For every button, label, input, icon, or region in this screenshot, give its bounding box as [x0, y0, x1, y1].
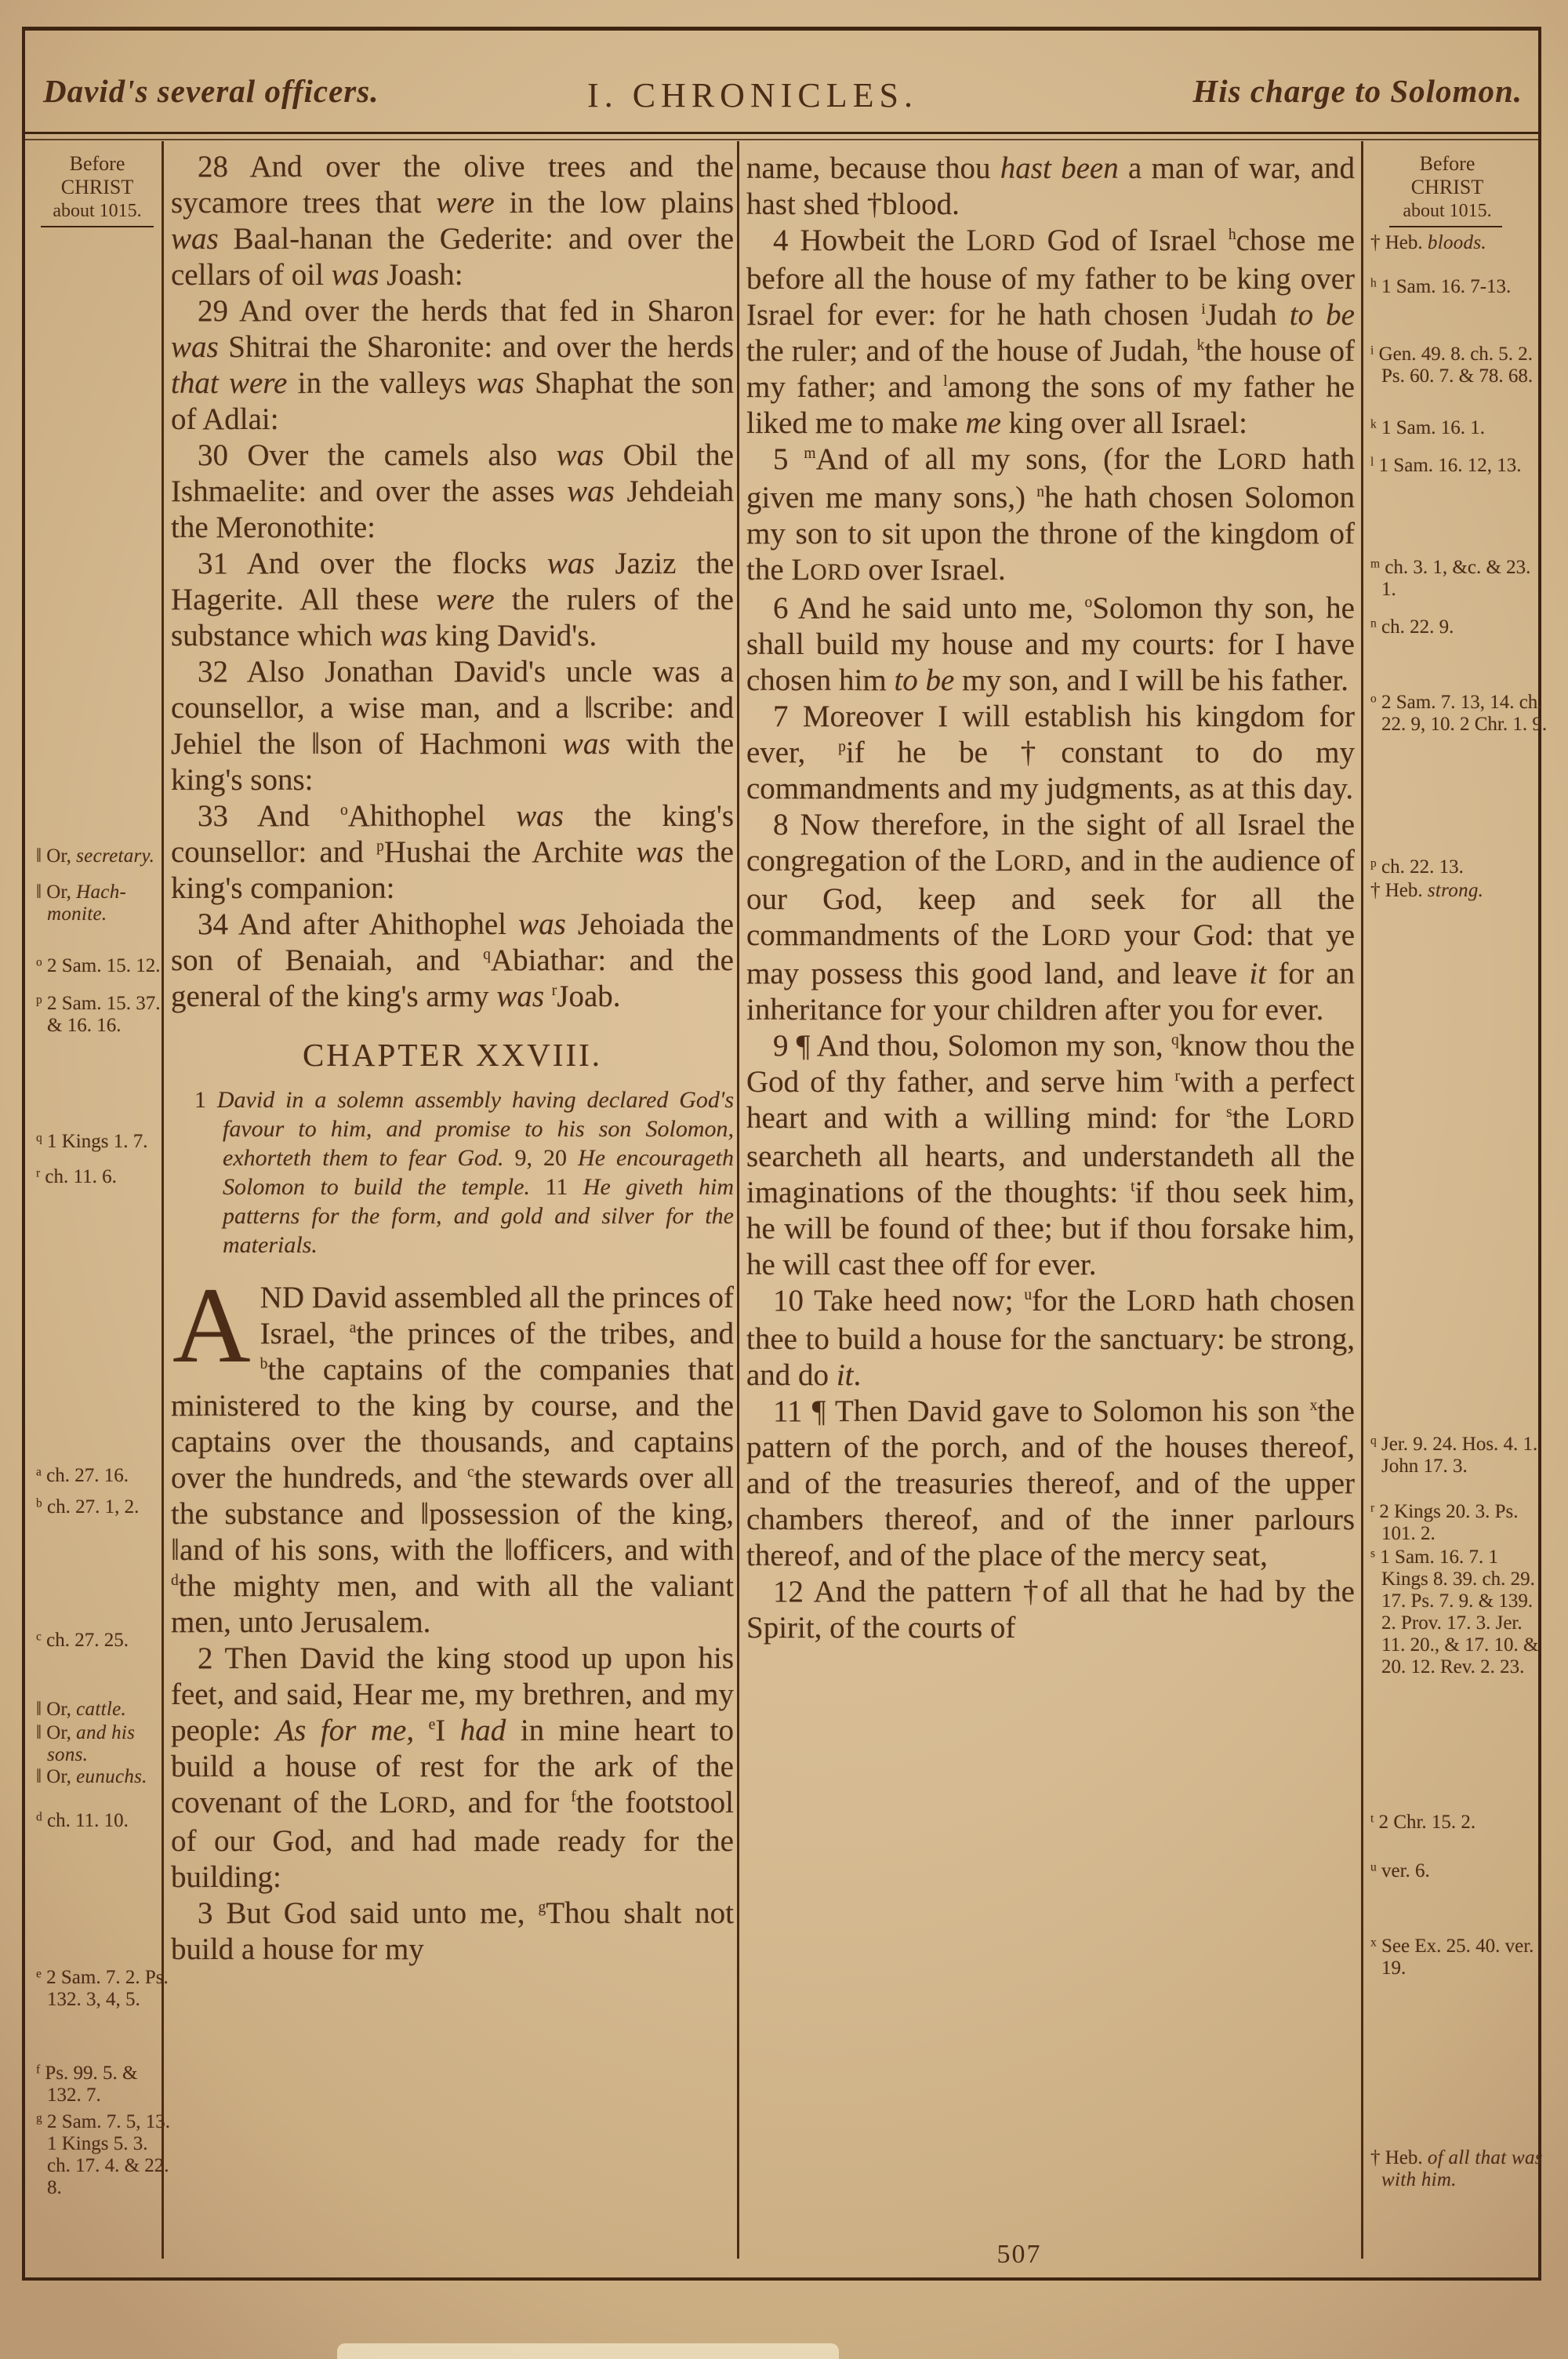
verse: 33 And $^o$Ahithophel was the king's counsellor: and $^p$Hushai the Archite was the king's companion: — [171, 799, 735, 905]
margin-note: $^i$ Gen. 49. 8. ch. 5. 2. Ps. 60. 7. & 78. 68. — [1370, 343, 1534, 387]
text-column-right — [746, 151, 1355, 1646]
chapter-heading: CHAPTER XXVIII. — [302, 1037, 603, 1073]
margin-note: $^h$ 1 Sam. 16. 7-13. — [1370, 276, 1512, 297]
before-christ-line: Before — [1419, 152, 1475, 175]
before-christ-right-rule — [1389, 226, 1502, 227]
margin-note: $^s$ 1 Sam. 16. 7. 1 Kings 8. 39. ch. 29. 17. Ps. 7. 9. & 139. 2. Prov. 17. 3. Jer. 11. 20., & 17. 10. & 20. 12. Rev. 2. 23. — [1370, 1547, 1539, 1677]
margin-note: $^p$ ch. 22. 13. — [1370, 856, 1464, 878]
margin-note: $^a$ ch. 27. 16. — [36, 1465, 129, 1486]
column-rule-right — [1361, 141, 1363, 2259]
verse: 30 Over the camels also was Obil the Ishmaelite: and over the asses was Jehdeiah the Meronothite: — [171, 438, 734, 544]
margin-note: $^f$ Ps. 99. 5. & 132. 7. — [36, 2063, 138, 2106]
verse: 31 And over the flocks was Jaziz the Hagerite. All these were the rulers of the substance which was king David's. — [171, 547, 735, 652]
verse: 29 And over the herds that fed in Sharon was Shitrai the Sharonite: and over the herds that were in the valleys was Shaphat the son of Adlai: — [171, 294, 734, 436]
margin-note: † Heb. bloods. — [1370, 232, 1486, 253]
margin-note: $^q$ Jer. 9. 24. Hos. 4. 1. John 17. 3. — [1370, 1434, 1538, 1477]
frame-top-rule — [22, 27, 1541, 31]
verse: 32 Also Jonathan David's uncle was a counsellor, a wise man, and a ‖scribe: and Jehiel the ‖son of Hachmoni was with the king's sons: — [171, 655, 735, 797]
text-column-left — [171, 149, 734, 1968]
before-christ-right — [1369, 152, 1526, 223]
margin-note: $^t$ 2 Chr. 15. 2. — [1370, 1812, 1476, 1833]
column-rule-left — [162, 141, 164, 2259]
verse: 6 And he said unto me, $^o$Solomon thy son, he shall build my house and my courts: for I have chosen him to be my son, and I will be his father. — [746, 591, 1355, 697]
verse: 2 Then David the king stood up upon his feet, and said, Hear me, my brethren, and my people: As for me, $^e$I had in mine heart to build a house of rest for the ark of the covenant of the LORD, and for $^f$the footstool of our God, and had made ready for the building: — [171, 1641, 734, 1894]
margin-note: $^o$ 2 Sam. 15. 12. — [36, 955, 161, 976]
before-christ-left-rule — [41, 226, 154, 227]
margin-note: $^m$ ch. 3. 1, &c. & 23. 1. — [1370, 557, 1531, 600]
verse-continuation: name, because thou hast been a man of war, and hast shed †blood. — [746, 151, 1356, 221]
column-rule-center — [737, 141, 739, 2259]
verse: 9 ¶ And thou, Solomon my son, $^q$know thou the God of thy father, and serve him $^r$with a perfect heart and with a willing mind: for $^s$the LORD searcheth all hearts, and understandeth all the imaginations of the thoughts: $^t$if thou seek him, he will be found of thee; but if thou forsake him, he will cast thee off for ever. — [746, 1029, 1356, 1281]
verse: 5 $^m$And of all my sons, (for the LORD hath given me many sons,) $^n$he hath chosen Solomon my son to sit upon the throne of the kingdom of the LORD over Israel. — [746, 442, 1355, 587]
frame-bottom-rule — [22, 2277, 1541, 2281]
book-title: I. CHRONICLES. — [587, 76, 918, 114]
before-christ-line: CHRIST — [1410, 176, 1484, 198]
before-christ-line: about 1015. — [1403, 201, 1492, 221]
running-head-left: David's several officers. — [43, 73, 379, 109]
margin-note: $^x$ See Ex. 25. 40. ver. 19. — [1370, 1936, 1534, 1979]
margin-note: $^o$ 2 Sam. 7. 13, 14. ch. 22. 9, 10. 2 Chr. 1. 9. — [1370, 692, 1548, 735]
before-christ-line: Before — [69, 152, 125, 175]
header-rule-light — [22, 139, 1541, 140]
margin-note: ‖ Or, secretary. — [36, 845, 155, 867]
frame-left-rule — [22, 27, 25, 2281]
before-christ-line: CHRIST — [60, 176, 134, 198]
margin-note: † Heb. strong. — [1370, 880, 1484, 901]
margin-note: $^n$ ch. 22. 9. — [1370, 616, 1454, 638]
margin-note: ‖ Or, eunuchs. — [36, 1766, 147, 1787]
verse: 8 Now therefore, in the sight of all Israel the congregation of the LORD, and in the audience of our God, keep and seek for all the commandments of the LORD your God: that ye may possess this good land, and leave it for an inheritance for your children after you for ever. — [746, 808, 1356, 1027]
margin-note: $^q$ 1 Kings 1. 7. — [36, 1131, 148, 1152]
page-number: 507 — [996, 2240, 1042, 2269]
margin-note: $^g$ 2 Sam. 7. 5, 13. 1 Kings 5. 3. ch. 17. 4. & 22. 8. — [36, 2111, 170, 2198]
margin-note: $^r$ ch. 11. 6. — [36, 1166, 117, 1187]
margin-note: ‖ Or, cattle. — [36, 1699, 127, 1720]
verse: 4 Howbeit the LORD God of Israel $^h$chose me before all the house of my father to be king over Israel for ever: for he hath chosen $^i$Judah to be the ruler; and of the house of Judah, $^k$the house of my father; and $^l$among the sons of my father he liked me to make me king over all Israel: — [746, 224, 1356, 440]
margin-note: $^d$ ch. 11. 10. — [36, 1810, 129, 1831]
margin-note: $^k$ 1 Sam. 16. 1. — [1370, 417, 1485, 438]
verse-with-dropcap — [171, 1265, 735, 1641]
margin-note: $^e$ 2 Sam. 7. 2. Ps. 132. 3, 4, 5. — [36, 1967, 169, 2010]
drop-cap: A — [172, 1265, 251, 1385]
chapter-summary: 1 David in a solemn assembly having declared God's favour to him, and promise to his son Solomon, exhorteth them to fear God. 9, 20 He encourageth Solomon to build the temple. 11 He giveth him patterns for the form, and gold and silver for the materials. — [194, 1087, 735, 1258]
verse: 34 And after Ahithophel was Jehoiada the son of Benaiah, and $^q$Abiathar: and the general of the king's army was $^r$Joab. — [171, 907, 734, 1013]
verse: 10 Take heed now; $^u$for the LORD hath chosen thee to build a house for the sanctuary: be strong, and do it. — [746, 1284, 1355, 1392]
verse: 7 Moreover I will establish his kingdom for ever, $^p$if he be †constant to do my commandments and my judgments, as at this day. — [746, 700, 1355, 805]
before-christ-left — [34, 152, 160, 223]
margin-note: $^u$ ver. 6. — [1370, 1860, 1430, 1881]
verse: 11 ¶ Then David gave to Solomon his son $^x$the pattern of the porch, and of the houses thereof, and of the treasuries thereof, and of the upper chambers thereof, and of the inner parlours thereof, and of the place of the mercy seat, — [746, 1394, 1355, 1572]
before-christ-line: about 1015. — [53, 201, 142, 221]
page-bottom-edge — [337, 2343, 839, 2359]
verse: 3 But God said unto me, $^g$Thou shalt not build a house for my — [171, 1896, 734, 1966]
header-rule-heavy — [22, 132, 1541, 134]
verse: 28 And over the olive trees and the sycamore trees that were in the low plains was Baal-hanan the Gederite: and over the cellars of oil was Joash: — [171, 150, 734, 292]
margin-note: ‖ Or, Hach-monite. — [36, 881, 127, 925]
verse: 12 And the pattern †of all that he had by the Spirit, of the courts of — [746, 1575, 1355, 1645]
margin-note: $^c$ ch. 27. 25. — [36, 1630, 129, 1651]
running-head-right: His charge to Solomon. — [1192, 73, 1523, 109]
verse-text: ND David assembled all the princes of Israel, $^a$the princes of the tribes, and $^b$the captains of the companies that ministered to the king by course, and the captains over the thousands, and captains over the hundreds, and $^c$the stewards over all the substance and ‖possession of the king, ‖and of his sons, with the ‖officers, and with $^d$the mighty men, and with all the valiant men, unto Jerusalem. — [171, 1281, 735, 1639]
margin-note: † Heb. of all that was with him. — [1370, 2147, 1543, 2190]
margin-note: $^r$ 2 Kings 20. 3. Ps. 101. 2. — [1370, 1501, 1519, 1544]
margin-note: $^l$ 1 Sam. 16. 12, 13. — [1370, 455, 1522, 476]
margin-note: ‖ Or, and his sons. — [36, 1722, 136, 1765]
margin-note: $^p$ 2 Sam. 15. 37. & 16. 16. — [36, 993, 161, 1036]
margin-note: $^b$ ch. 27. 1, 2. — [36, 1496, 140, 1518]
